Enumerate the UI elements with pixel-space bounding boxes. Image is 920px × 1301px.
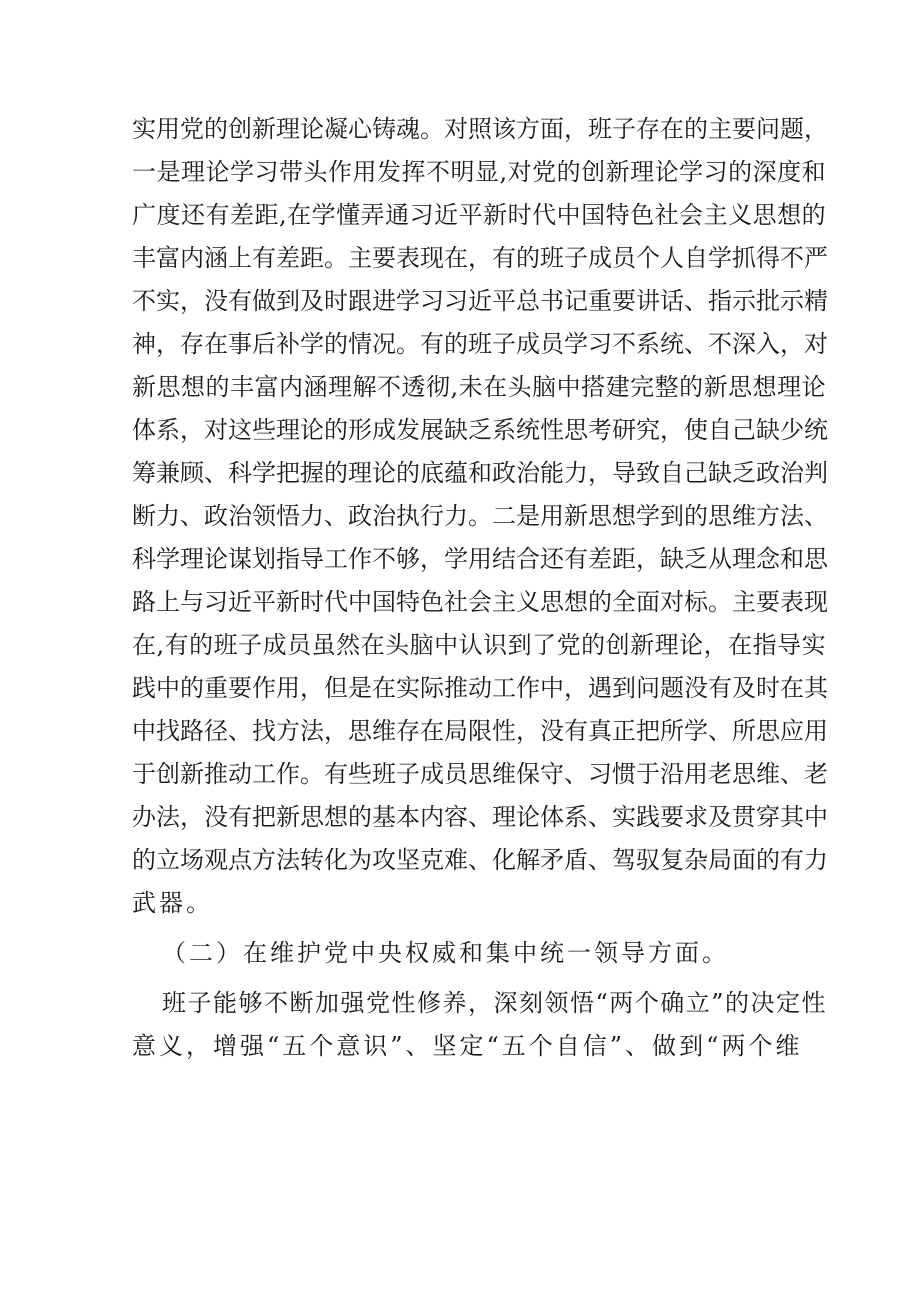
line-text: 广度还有差距,在学懂弄通习近平新时代中国特色社会主义思想的 bbox=[132, 201, 827, 229]
paragraph-1 bbox=[132, 108, 832, 925]
line-text: 筹兼顾、科学把握的理论的底蕴和政治能力，导致自己缺乏政治判 bbox=[132, 459, 828, 487]
line-text: 断力、政治领悟力、政治执行力。二是用新思想学到的思维方法、 bbox=[132, 502, 828, 530]
line-text: 科学理论谋划指导工作不够，学用结合还有差距，缺乏从理念和思 bbox=[132, 545, 828, 573]
text-line bbox=[132, 237, 832, 280]
line-text: 新思想的丰富内涵理解不透彻,未在头脑中搭建完整的新思想理论 bbox=[132, 373, 827, 401]
text-line bbox=[132, 108, 832, 151]
text-line bbox=[132, 280, 832, 323]
text-line bbox=[132, 194, 832, 237]
text-line bbox=[132, 882, 832, 925]
line-text: 不实，没有做到及时跟进学习习近平总书记重要讲话、指示批示精 bbox=[132, 287, 828, 315]
section-heading-text: （二）在维护党中央权威和集中统一领导方面。 bbox=[162, 939, 729, 967]
line-text: 中找路径、找方法，思维存在局限性，没有真正把所学、所思应用 bbox=[132, 717, 828, 745]
text-line bbox=[132, 624, 832, 667]
line-text: 实用党的创新理论凝心铸魂。对照该方面，班子存在的主要问题， bbox=[132, 115, 828, 143]
text-line bbox=[132, 1025, 832, 1068]
line-text: 体系，对这些理论的形成发展缺乏系统性思考研究，使自己缺少统 bbox=[132, 416, 828, 444]
text-line bbox=[132, 982, 832, 1025]
document-body bbox=[132, 108, 832, 1068]
line-text: 一是理论学习带头作用发挥不明显,对党的创新理论学习的深度和 bbox=[132, 158, 827, 186]
text-line bbox=[132, 495, 832, 538]
text-line bbox=[132, 753, 832, 796]
paragraph-2 bbox=[132, 982, 832, 1068]
text-line bbox=[132, 323, 832, 366]
text-line bbox=[132, 538, 832, 581]
text-line bbox=[132, 452, 832, 495]
text-line bbox=[132, 796, 832, 839]
text-line bbox=[132, 366, 832, 409]
line-text: 班子能够不断加强党性修养，深刻领悟“两个确立”的决定性 bbox=[162, 989, 828, 1017]
text-line bbox=[132, 839, 832, 882]
line-text: 意义，增强“五个意识”、坚定“五个自信”、做到“两个维 bbox=[132, 1032, 803, 1060]
line-text: 践中的重要作用，但是在实际推动工作中，遇到问题没有及时在其 bbox=[132, 674, 828, 702]
line-text: 的立场观点方法转化为攻坚克难、化解矛盾、驾驭复杂局面的有力 bbox=[132, 846, 828, 874]
line-text: 神，存在事后补学的情况。有的班子成员学习不系统、不深入，对 bbox=[132, 330, 828, 358]
line-text: 于创新推动工作。有些班子成员思维保守、习惯于沿用老思维、老 bbox=[132, 760, 828, 788]
line-text: 丰富内涵上有差距。主要表现在，有的班子成员个人自学抓得不严 bbox=[132, 244, 828, 272]
line-text: 路上与习近平新时代中国特色社会主义思想的全面对标。主要表现 bbox=[132, 588, 828, 616]
text-line bbox=[132, 710, 832, 753]
text-line bbox=[132, 581, 832, 624]
line-text: 武器。 bbox=[132, 889, 213, 917]
line-text: 办法，没有把新思想的基本内容、理论体系、实践要求及贯穿其中 bbox=[132, 803, 828, 831]
section-heading bbox=[132, 932, 832, 975]
text-line bbox=[132, 151, 832, 194]
line-text: 在,有的班子成员虽然在头脑中认识到了党的创新理论，在指导实 bbox=[132, 631, 827, 659]
text-line bbox=[132, 409, 832, 452]
text-line bbox=[132, 667, 832, 710]
